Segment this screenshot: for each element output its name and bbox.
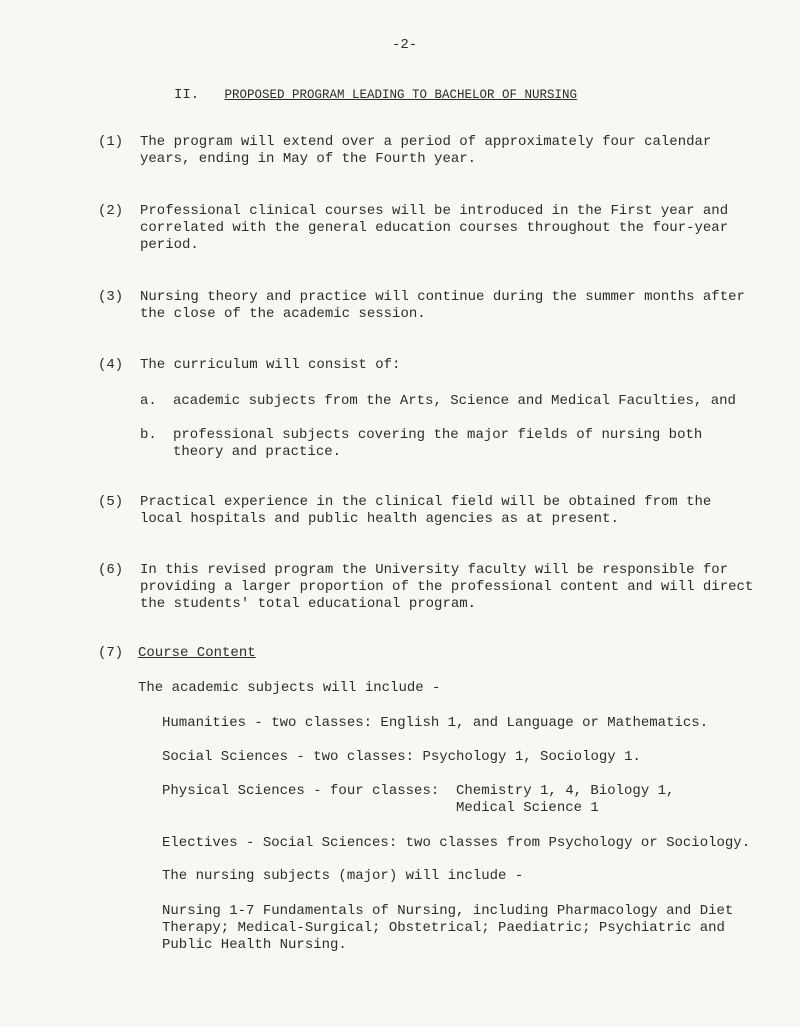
electives-line: Electives - Social Sciences: two classes from Psychology or Sociology. bbox=[162, 835, 751, 851]
physical-sciences-label: Physical Sciences - four classes: bbox=[162, 783, 440, 799]
nursing-subjects-line: Public Health Nursing. bbox=[162, 937, 347, 953]
item-number: (6) bbox=[98, 562, 124, 578]
item-number: (1) bbox=[98, 134, 124, 150]
section-heading bbox=[174, 87, 577, 103]
page-number: -2- bbox=[392, 37, 418, 53]
numbered-item bbox=[98, 494, 711, 528]
item-text-line: years, ending in May of the Fourth year. bbox=[140, 151, 477, 167]
item-text-line: The curriculum will consist of: bbox=[140, 357, 401, 373]
numbered-item bbox=[98, 203, 728, 254]
sub-item bbox=[140, 427, 702, 461]
numbered-item bbox=[98, 357, 400, 374]
item-text-line: the students' total educational program. bbox=[140, 596, 477, 612]
humanities-line: Humanities - two classes: English 1, and Language or Mathematics. bbox=[162, 715, 709, 731]
item-text-line: correlated with the general education courses throughout the four-year bbox=[140, 220, 729, 236]
numbered-item bbox=[98, 134, 711, 168]
sub-item bbox=[140, 393, 736, 410]
item-text-line: period. bbox=[140, 237, 199, 253]
nursing-intro: The nursing subjects (major) will include - bbox=[162, 868, 524, 884]
sub-item-text-line: professional subjects covering the major fields of nursing both bbox=[173, 427, 703, 443]
sub-item-text-line: theory and practice. bbox=[173, 444, 342, 460]
item-text-line: local hospitals and public health agencies as at present. bbox=[140, 511, 619, 527]
item-text-line: Nursing theory and practice will continue during the summer months after bbox=[140, 289, 745, 305]
item-number: (2) bbox=[98, 203, 124, 219]
item-number: (3) bbox=[98, 289, 124, 305]
item-text-line: The program will extend over a period of approximately four calendar bbox=[140, 134, 712, 150]
nursing-subjects-line: Nursing 1-7 Fundamentals of Nursing, including Pharmacology and Diet bbox=[162, 903, 734, 919]
course-content-heading: Course Content bbox=[138, 645, 256, 661]
item-text-line: the close of the academic session. bbox=[140, 306, 426, 322]
numbered-item bbox=[98, 645, 256, 662]
academic-intro: The academic subjects will include - bbox=[138, 680, 441, 696]
item-text-line: providing a larger proportion of the professional content and will direct bbox=[140, 579, 754, 595]
item-number: (4) bbox=[98, 357, 124, 373]
item-text-line: In this revised program the University faculty will be responsible for bbox=[140, 562, 729, 578]
sub-item-text-line: academic subjects from the Arts, Science and Medical Faculties, and bbox=[173, 393, 736, 409]
physical-sciences-block bbox=[162, 783, 674, 817]
numbered-item bbox=[98, 289, 745, 323]
item-text-line: Practical experience in the clinical field will be obtained from the bbox=[140, 494, 712, 510]
social-sciences-line: Social Sciences - two classes: Psychology 1, Sociology 1. bbox=[162, 749, 641, 765]
item-text-line: Professional clinical courses will be introduced in the First year and bbox=[140, 203, 729, 219]
section-numeral: II. bbox=[174, 87, 200, 103]
item-number: (5) bbox=[98, 494, 124, 510]
nursing-subjects-block bbox=[162, 903, 733, 954]
physical-sciences-value-line: Chemistry 1, 4, Biology 1, bbox=[456, 783, 675, 799]
physical-sciences-value-line: Medical Science 1 bbox=[456, 800, 599, 816]
numbered-item bbox=[98, 562, 753, 613]
item-number: (7) bbox=[98, 645, 124, 661]
nursing-subjects-line: Therapy; Medical-Surgical; Obstetrical; Paediatric; Psychiatric and bbox=[162, 920, 725, 936]
section-title: PROPOSED PROGRAM LEADING TO BACHELOR OF NURSING bbox=[224, 88, 577, 102]
sub-item-letter: a. bbox=[140, 393, 157, 409]
sub-item-letter: b. bbox=[140, 427, 157, 443]
